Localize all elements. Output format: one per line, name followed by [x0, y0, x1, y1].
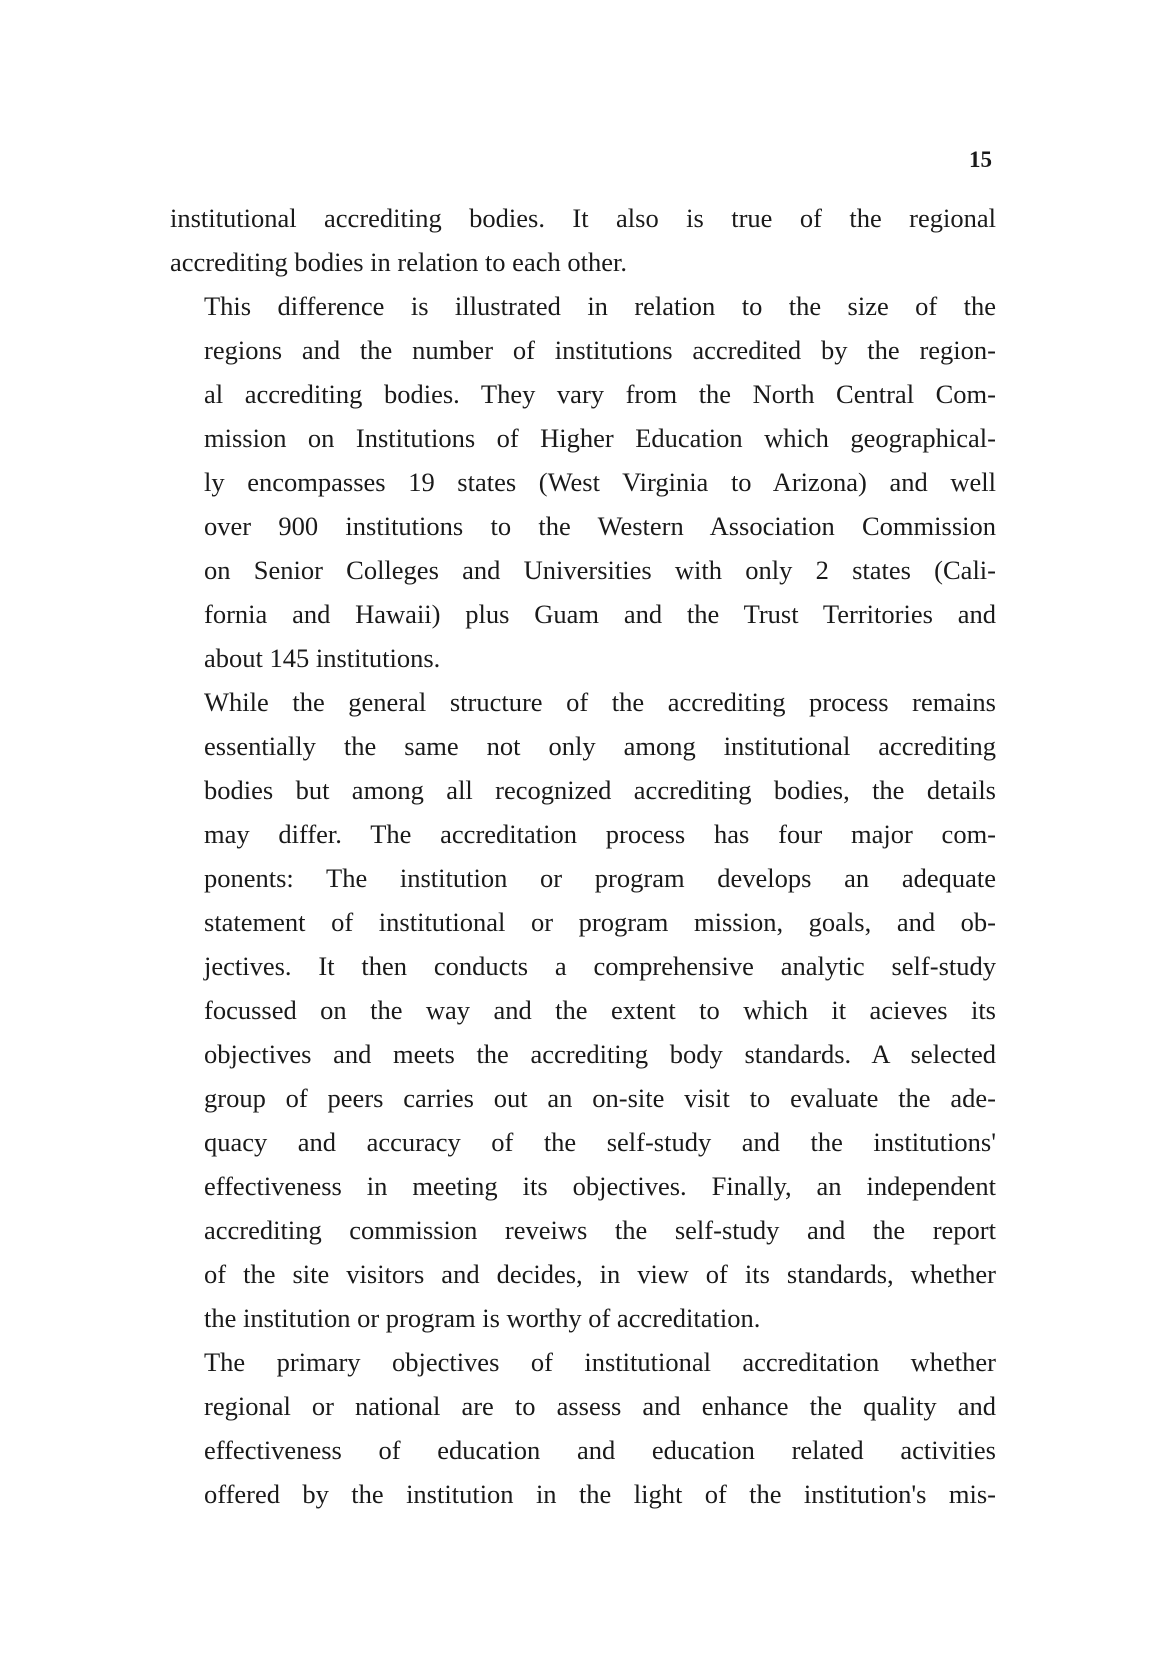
- text-line: about 145 institutions.: [204, 643, 441, 673]
- text-line: group of peers carries out an on-site visit to evaluate the ade-: [204, 1083, 996, 1113]
- text-line: institutional accrediting bodies. It also is true of the regional: [170, 203, 996, 233]
- text-line: on Senior Colleges and Universities with only 2 states (Cali-: [204, 555, 996, 585]
- paragraph-4: [170, 1340, 996, 1516]
- text-line: the institution or program is worthy of accreditation.: [204, 1303, 761, 1333]
- paragraph-2: [170, 284, 996, 680]
- text-line: This difference is illustrated in relation to the size of the: [204, 291, 996, 321]
- text-line: regions and the number of institutions accredited by the region-: [204, 335, 996, 365]
- page-number: 15: [969, 147, 992, 172]
- text-line: ponents: The institution or program develops an adequate: [204, 863, 996, 893]
- text-line: While the general structure of the accrediting process remains: [204, 687, 996, 717]
- text-line: regional or national are to assess and enhance the quality and: [204, 1391, 996, 1421]
- text-line: effectiveness in meeting its objectives. Finally, an independent: [204, 1171, 996, 1201]
- text-line: accrediting commission reveiws the self-study and the report: [204, 1215, 996, 1245]
- text-line: objectives and meets the accrediting body standards. A selected: [204, 1039, 996, 1069]
- text-line: al accrediting bodies. They vary from the North Central Com-: [204, 379, 996, 409]
- text-line: bodies but among all recognized accrediting bodies, the details: [204, 775, 996, 805]
- text-line: ly encompasses 19 states (West Virginia to Arizona) and well: [204, 467, 996, 497]
- text-line: may differ. The accreditation process has four major com-: [204, 819, 996, 849]
- text-line: quacy and accuracy of the self-study and the institutions': [204, 1127, 996, 1157]
- text-line: jectives. It then conducts a comprehensive analytic self-study: [204, 951, 996, 981]
- text-line: statement of institutional or program mission, goals, and ob-: [204, 907, 996, 937]
- text-line: over 900 institutions to the Western Association Commission: [204, 511, 996, 541]
- text-line: offered by the institution in the light of the institution's mis-: [204, 1479, 996, 1509]
- text-line: effectiveness of education and education related activities: [204, 1435, 996, 1465]
- text-line: focussed on the way and the extent to which it acieves its: [204, 995, 996, 1025]
- text-line: fornia and Hawaii) plus Guam and the Trust Territories and: [204, 599, 996, 629]
- text-line: accrediting bodies in relation to each other.: [170, 247, 627, 277]
- paragraph-1: [170, 196, 996, 284]
- text-line: The primary objectives of institutional accreditation whether: [204, 1347, 996, 1377]
- body-text: [170, 196, 996, 1516]
- text-line: essentially the same not only among institutional accrediting: [204, 731, 996, 761]
- text-line: mission on Institutions of Higher Education which geographical-: [204, 423, 996, 453]
- paragraph-3: [170, 680, 996, 1340]
- text-line: of the site visitors and decides, in view of its standards, whether: [204, 1259, 996, 1289]
